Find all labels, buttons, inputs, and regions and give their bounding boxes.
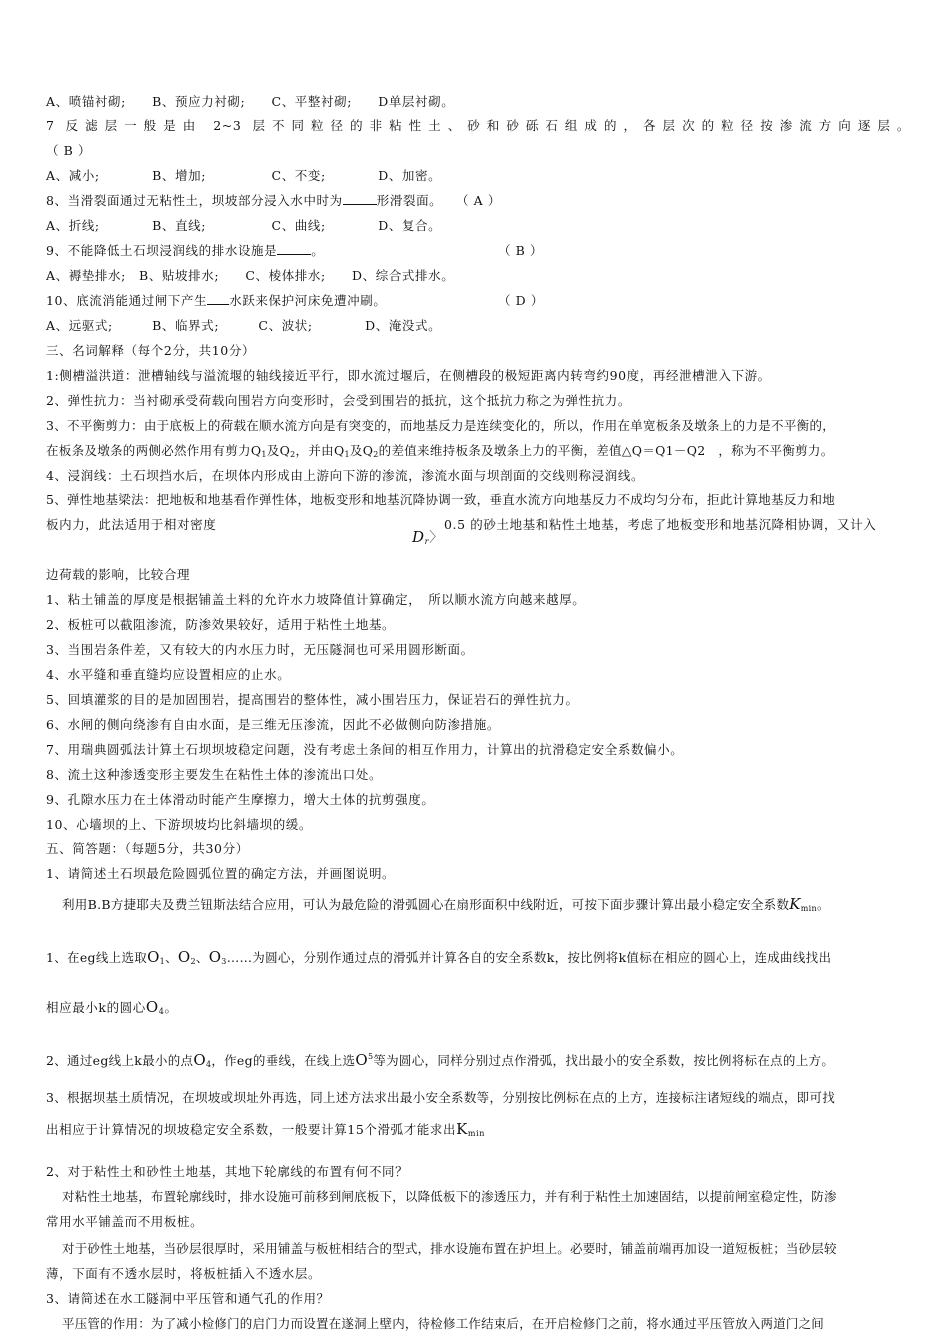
o5-symbol: $O^5$ (355, 1051, 374, 1069)
statement-3: 3、当围岩条件差，又有较大的内水压力时，无压隧洞也可采用圆形断面。 (46, 642, 474, 657)
statement-1: 1、粘土铺盖的厚度是根据铺盖土料的允许水力坡降值计算确定， 所以顺水流方向越来越厚。 (46, 592, 586, 607)
o4-symbol: $O_4$ (145, 998, 165, 1016)
text-line: 在板条及墩条的两侧必然作用有剪力$Q_1$及$Q_2$，并由$Q_1$及$Q_2$的差值来维持板条及墩条上力的平衡，差值△Q＝Q1－Q2 ，称为不平衡剪力。 (46, 443, 834, 459)
question-7: 7 反滤层一般是由 2~3 层不同粒径的非粘性土、砂和砂砾石组成的，各层次的粒径按渗流方向逐层。 (46, 118, 910, 133)
statement-5: 5、回填灌浆的目的是加固围岩，提高围岩的整体性，减小围岩压力，保证岩石的弹性抗力。 (46, 692, 579, 707)
text-line: 5、弹性地基梁法：把地板和地基看作弹性体，地板变形和地基沉降协调一致，垂直水流方向地基反力不成均匀分布，拒此计算地基反力和地 (46, 492, 836, 507)
statement-9: 9、孔隙水压力在土体滑动时能产生摩擦力，增大土体的抗剪强度。 (46, 792, 435, 807)
options-7: A、减小; B、增加; C、不变; D、加密。 (46, 168, 442, 183)
answer-blank (277, 242, 311, 255)
q2-symbol: $Q_2$ (279, 443, 296, 459)
answer-blank (207, 292, 229, 305)
text-line: 出相应于计算情况的坝坡稳定安全系数，一般要计算15个滑弧才能求出$K_{min}$ (46, 1120, 486, 1138)
statement-2: 2、板桩可以截阻渗流，防渗效果较好，适用于粘性土地基。 (46, 617, 396, 632)
q1-symbol: $Q_1$ (250, 443, 267, 459)
text-line: 3、请简述在水工隧洞中平压管和通气孔的作用？ (46, 1291, 330, 1306)
text-line: 3、根据坝基土质情况，在坝坡或坝址外再选，同上述方法求出最小安全系数等，分别按比例标在点的上方，连接标注诸短线的端点，即可找 (46, 1090, 836, 1105)
text-line: 1:侧槽溢洪道：泄槽轴线与溢流堰的轴线接近平行，即水流过堰后，在侧槽段的极短距离内转弯约90度，再经泄槽泄入下游。 (46, 368, 771, 383)
text-line: 4、浸润线：土石坝挡水后，在坝体内形成由上游向下游的渗流，渗流水面与坝剖面的交线则称浸润线。 (46, 468, 645, 483)
answer-blank (343, 192, 377, 205)
options-8: A、折线; B、直线; C、曲线; D、复合。 (46, 218, 442, 233)
dr-symbol: $D_r$〉 (412, 528, 444, 546)
section-heading: 五、简答题：（每题5分，共30分） (46, 841, 249, 856)
q2-symbol: $Q_2$ (362, 443, 379, 459)
text-line: 对于砂性土地基，当砂层很厚时，采用铺盖与板桩相结合的型式，排水设施布置在护坦上。必要时，铺盖前端再加设一道短板桩；当砂层较 (62, 1241, 837, 1256)
statement-7: 7、用瑞典圆弧法计算土石坝坝坡稳定问题，没有考虑土条间的相互作用力，计算出的抗滑稳定安全系数偏小。 (46, 742, 684, 757)
text-line: 2、通过eg线上k最小的点$O_4$，作eg的垂线，在线上选$O^5$等为圆心，同样分别过点作滑弧，找出最小的安全系数，按比例将标在点的上方。 (46, 1051, 835, 1069)
text-line: 常用水平铺盖而不用板桩。 (46, 1214, 204, 1229)
text-line: 相应最小k的圆心$O_4$。 (46, 998, 178, 1016)
text-line: 2、对于粘性土和砂性土地基，其地下轮廓线的布置有何不同？ (46, 1164, 409, 1179)
o4-symbol: $O_4$ (193, 1051, 212, 1069)
statement-6: 6、水闸的侧向绕渗有自由水面，是三维无压渗流，因此不必做侧向防渗措施。 (46, 717, 500, 732)
o2-symbol: $O_2$ (177, 948, 196, 966)
o1-symbol: $O_1$ (147, 948, 166, 966)
text-line: 1、请简述土石坝最危险圆弧位置的确定方法，并画图说明。 (46, 866, 396, 881)
section-heading: 三、名词解释（每个2分，共10分） (46, 343, 256, 358)
options-10: A、远驱式; B、临界式; C、波状; D、淹没式。 (46, 318, 442, 333)
o3-symbol: $O_3$ (208, 948, 227, 966)
question-10: 10、底流消能通过闸下产生 水跃来保护河床免遭冲刷。 （ D ） (46, 293, 544, 308)
kmin-symbol: $K_{min}$ (456, 1120, 486, 1138)
text-line: 利用B.B方捷耶夫及费兰钮斯法结合应用，可认为最危险的滑弧圆心在扇形面积中线附近，可按下面步骤计算出最小稳定安全系数$K_{min}$。 (62, 895, 830, 913)
question-9: 9、不能降低土石坝浸润线的排水设施是 。 （ B ） (46, 243, 544, 258)
options-9: A、褥垫排水; B、贴坡排水; C、棱体排水; D、综合式排水。 (46, 268, 455, 283)
statement-4: 4、水平缝和垂直缝均应设置相应的止水。 (46, 667, 291, 682)
q1-symbol: $Q_1$ (333, 443, 350, 459)
text-line: 1、在eg线上选取$O_1$、$O_2$、$O_3\dots\dots$为圆心，分别作通过点的滑弧并计算各自的安全系数k，按比例将k值标在相应的圆心上，连成曲线找出 (46, 948, 832, 966)
text-line: 边荷载的影响，比较合理 (46, 567, 191, 582)
kmin-symbol: $K_{min}$ (789, 895, 817, 913)
statement-8: 8、流土这种渗透变形主要发生在粘性土体的渗流出口处。 (46, 767, 383, 782)
text-line: A、喷锚衬砌; B、预应力衬砌; C、平整衬砌; D单层衬砌。 (46, 94, 455, 109)
text-line: 平压管的作用：为了减小检修门的启门力而设置在遂洞上壁内，待检修工作结束后，在开启检修门之前，将水通过平压管放入两道门之间 (62, 1316, 825, 1331)
text-line: 2、弹性抗力：当衬砌承受荷载向围岩方向变形时，会受到围岩的抵抗，这个抵抗力称之为弹性抗力。 (46, 393, 631, 408)
text-line: 对粘性土地基，布置轮廓线时，排水设施可前移到闸底板下，以降低板下的渗透压力，并有利于粘性土加速固结，以提前闸室稳定性，防渗 (62, 1189, 837, 1204)
answer-7: （ B ） (46, 143, 92, 158)
text-line: 3、不平衡剪力：由于底板上的荷载在顺水流方向是有突变的，而地基反力是连续变化的，所以，作用在单宽板条及墩条上的力是不平衡的， (46, 418, 836, 433)
statement-10: 10、心墙坝的上、下游坝坡均比斜墙坝的缓。 (46, 817, 313, 832)
text-line: 板内力，此法适用于相对密度 0.5 的砂土地基和粘性土地基，考虑了地板变形和地基沉降相协调，又计入 (46, 517, 877, 532)
question-8: 8、当滑裂面通过无粘性土，坝坡部分浸入水中时为 形滑裂面。 （ A ） (46, 193, 501, 208)
text-line: 薄，下面有不透水层时，将板桩插入不透水层。 (46, 1266, 322, 1281)
